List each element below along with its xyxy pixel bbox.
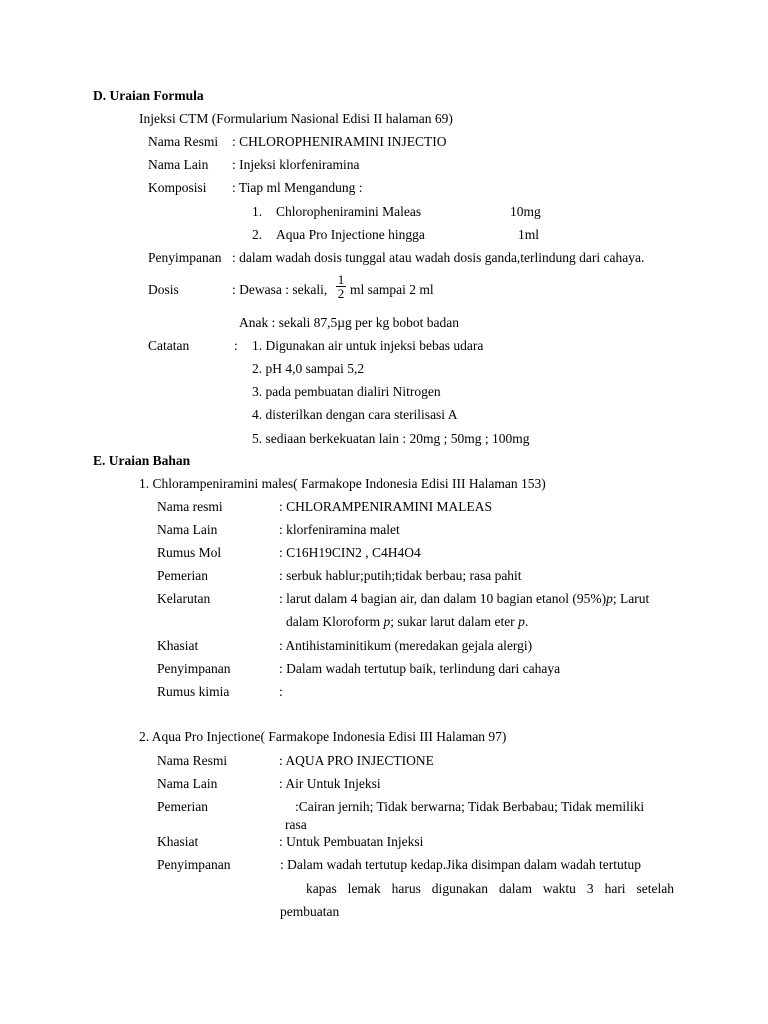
kelarutan-p-mark: p <box>383 614 391 629</box>
section-e-heading: E. Uraian Bahan <box>93 453 191 468</box>
fraction-numerator: 1 <box>337 272 345 287</box>
bahan2-nama-resmi-label: Nama Resmi <box>157 753 228 768</box>
bahan1-pemerian-value: : serbuk hablur;putih;tidak berbau; rasa pahit <box>279 568 522 583</box>
bahan1-nama-resmi-label: Nama resmi <box>157 499 223 514</box>
bahan2-pemerian-line2: rasa <box>285 817 307 832</box>
nama-lain-value: : Injeksi klorfeniramina <box>232 157 360 172</box>
bahan1-rumus-kimia-value: : <box>279 684 283 699</box>
kelarutan-text: ; sukar larut dalam eter <box>390 614 519 629</box>
kelarutan-p-mark: p <box>518 614 525 629</box>
kelarutan-text: ; Larut <box>612 591 650 606</box>
bahan1-khasiat-label: Khasiat <box>157 638 199 653</box>
nama-lain-label: Nama Lain <box>148 157 209 172</box>
bahan1-kelarutan-label: Kelarutan <box>157 591 211 606</box>
kelarutan-text: : larut dalam 4 bagian air, dan dalam 10 bagian etanol (95%) <box>279 591 607 606</box>
bahan2-penyimpanan-line2: kapas lemak harus digunakan dalam waktu 3 hari setelah <box>306 881 674 896</box>
bahan2-penyimpanan-line1: : Dalam wadah tertutup kedap.Jika disimpan dalam wadah tertutup <box>280 857 642 872</box>
catatan-label: Catatan <box>148 338 190 353</box>
dosis-suffix: ml sampai 2 ml <box>350 282 434 297</box>
komposisi-label: Komposisi <box>148 180 207 195</box>
penyimpanan-value: : dalam wadah dosis tunggal atau wadah dosis ganda,terlindung dari cahaya. <box>232 250 645 265</box>
catatan-item: 3. pada pembuatan dialiri Nitrogen <box>252 384 441 399</box>
bahan2-nama-lain-value: : Air Untuk Injeksi <box>279 776 381 791</box>
bahan1-rumus-mol-value: : C16H19CIN2 , C4H4O4 <box>279 545 421 560</box>
komposisi-value: : Tiap ml Mengandung : <box>232 180 363 195</box>
bahan1-rumus-mol-label: Rumus Mol <box>157 545 222 560</box>
bahan1-nama-resmi-value: : CHLORAMPENIRAMINI MALEAS <box>279 499 493 514</box>
komposisi-item-amount: 10mg <box>510 204 541 219</box>
bahan2-title: 2. Aqua Pro Injectione( Farmakope Indonesia Edisi III Halaman 97) <box>139 729 507 744</box>
bahan1-kelarutan-line1 <box>279 591 649 607</box>
bahan1-kelarutan-line2 <box>286 614 528 630</box>
catatan-item: 2. pH 4,0 sampai 5,2 <box>252 361 365 376</box>
bahan2-khasiat-value: : Untuk Pembuatan Injeksi <box>279 834 424 849</box>
nama-resmi-label: Nama Resmi <box>148 134 219 149</box>
bahan1-pemerian-label: Pemerian <box>157 568 208 583</box>
komposisi-item-amount: 1ml <box>518 227 540 242</box>
section-d-heading: D. Uraian Formula <box>93 88 204 103</box>
komposisi-item-no: 1. <box>252 204 263 219</box>
fraction-denominator: 2 <box>337 286 345 301</box>
bahan1-khasiat-value: : Antihistaminitikum (meredakan gejala alergi) <box>279 638 533 653</box>
bahan2-penyimpanan-line3: pembuatan <box>280 904 340 919</box>
bahan2-khasiat-label: Khasiat <box>157 834 199 849</box>
catatan-item: 1. Digunakan air untuk injeksi bebas udara <box>252 338 484 353</box>
kelarutan-text: dalam Kloroform <box>286 614 384 629</box>
bahan1-penyimpanan-label: Penyimpanan <box>157 661 231 676</box>
komposisi-item-name: Chloropheniramini Maleas <box>276 204 422 219</box>
bahan2-pemerian-line1: :Cairan jernih; Tidak berwarna; Tidak Berbabau; Tidak memiliki <box>295 799 645 814</box>
dosis-fraction <box>335 273 347 300</box>
bahan2-nama-lain-label: Nama Lain <box>157 776 218 791</box>
bahan2-pemerian-label: Pemerian <box>157 799 208 814</box>
catatan-item: 5. sediaan berkekuatan lain : 20mg ; 50mg ; 100mg <box>252 431 530 446</box>
dosis-anak: Anak : sekali 87,5µg per kg bobot badan <box>239 315 459 330</box>
bahan2-nama-resmi-value: : AQUA PRO INJECTIONE <box>279 753 434 768</box>
dosis-prefix: : Dewasa : sekali, <box>232 282 328 297</box>
bahan1-rumus-kimia-label: Rumus kimia <box>157 684 230 699</box>
bahan1-penyimpanan-value: : Dalam wadah tertutup baik, terlindung dari cahaya <box>279 661 561 676</box>
kelarutan-p-mark: p <box>606 591 613 606</box>
dosis-label: Dosis <box>148 282 179 297</box>
bahan1-nama-lain-value: : klorfeniramina malet <box>279 522 400 537</box>
komposisi-item-no: 2. <box>252 227 263 242</box>
penyimpanan-label: Penyimpanan <box>148 250 222 265</box>
bahan1-nama-lain-label: Nama Lain <box>157 522 218 537</box>
bahan1-title: 1. Chlorampeniramini males( Farmakope Indonesia Edisi III Halaman 153) <box>139 476 546 491</box>
formula-intro: Injeksi CTM (Formularium Nasional Edisi II halaman 69) <box>139 111 453 126</box>
nama-resmi-value: : CHLOROPHENIRAMINI INJECTIO <box>232 134 447 149</box>
catatan-colon: : <box>234 338 238 353</box>
kelarutan-text: . <box>524 614 529 629</box>
bahan2-penyimpanan-label: Penyimpanan <box>157 857 231 872</box>
komposisi-item-name: Aqua Pro Injectione hingga <box>276 227 425 242</box>
catatan-item: 4. disterilkan dengan cara sterilisasi A <box>252 407 458 422</box>
